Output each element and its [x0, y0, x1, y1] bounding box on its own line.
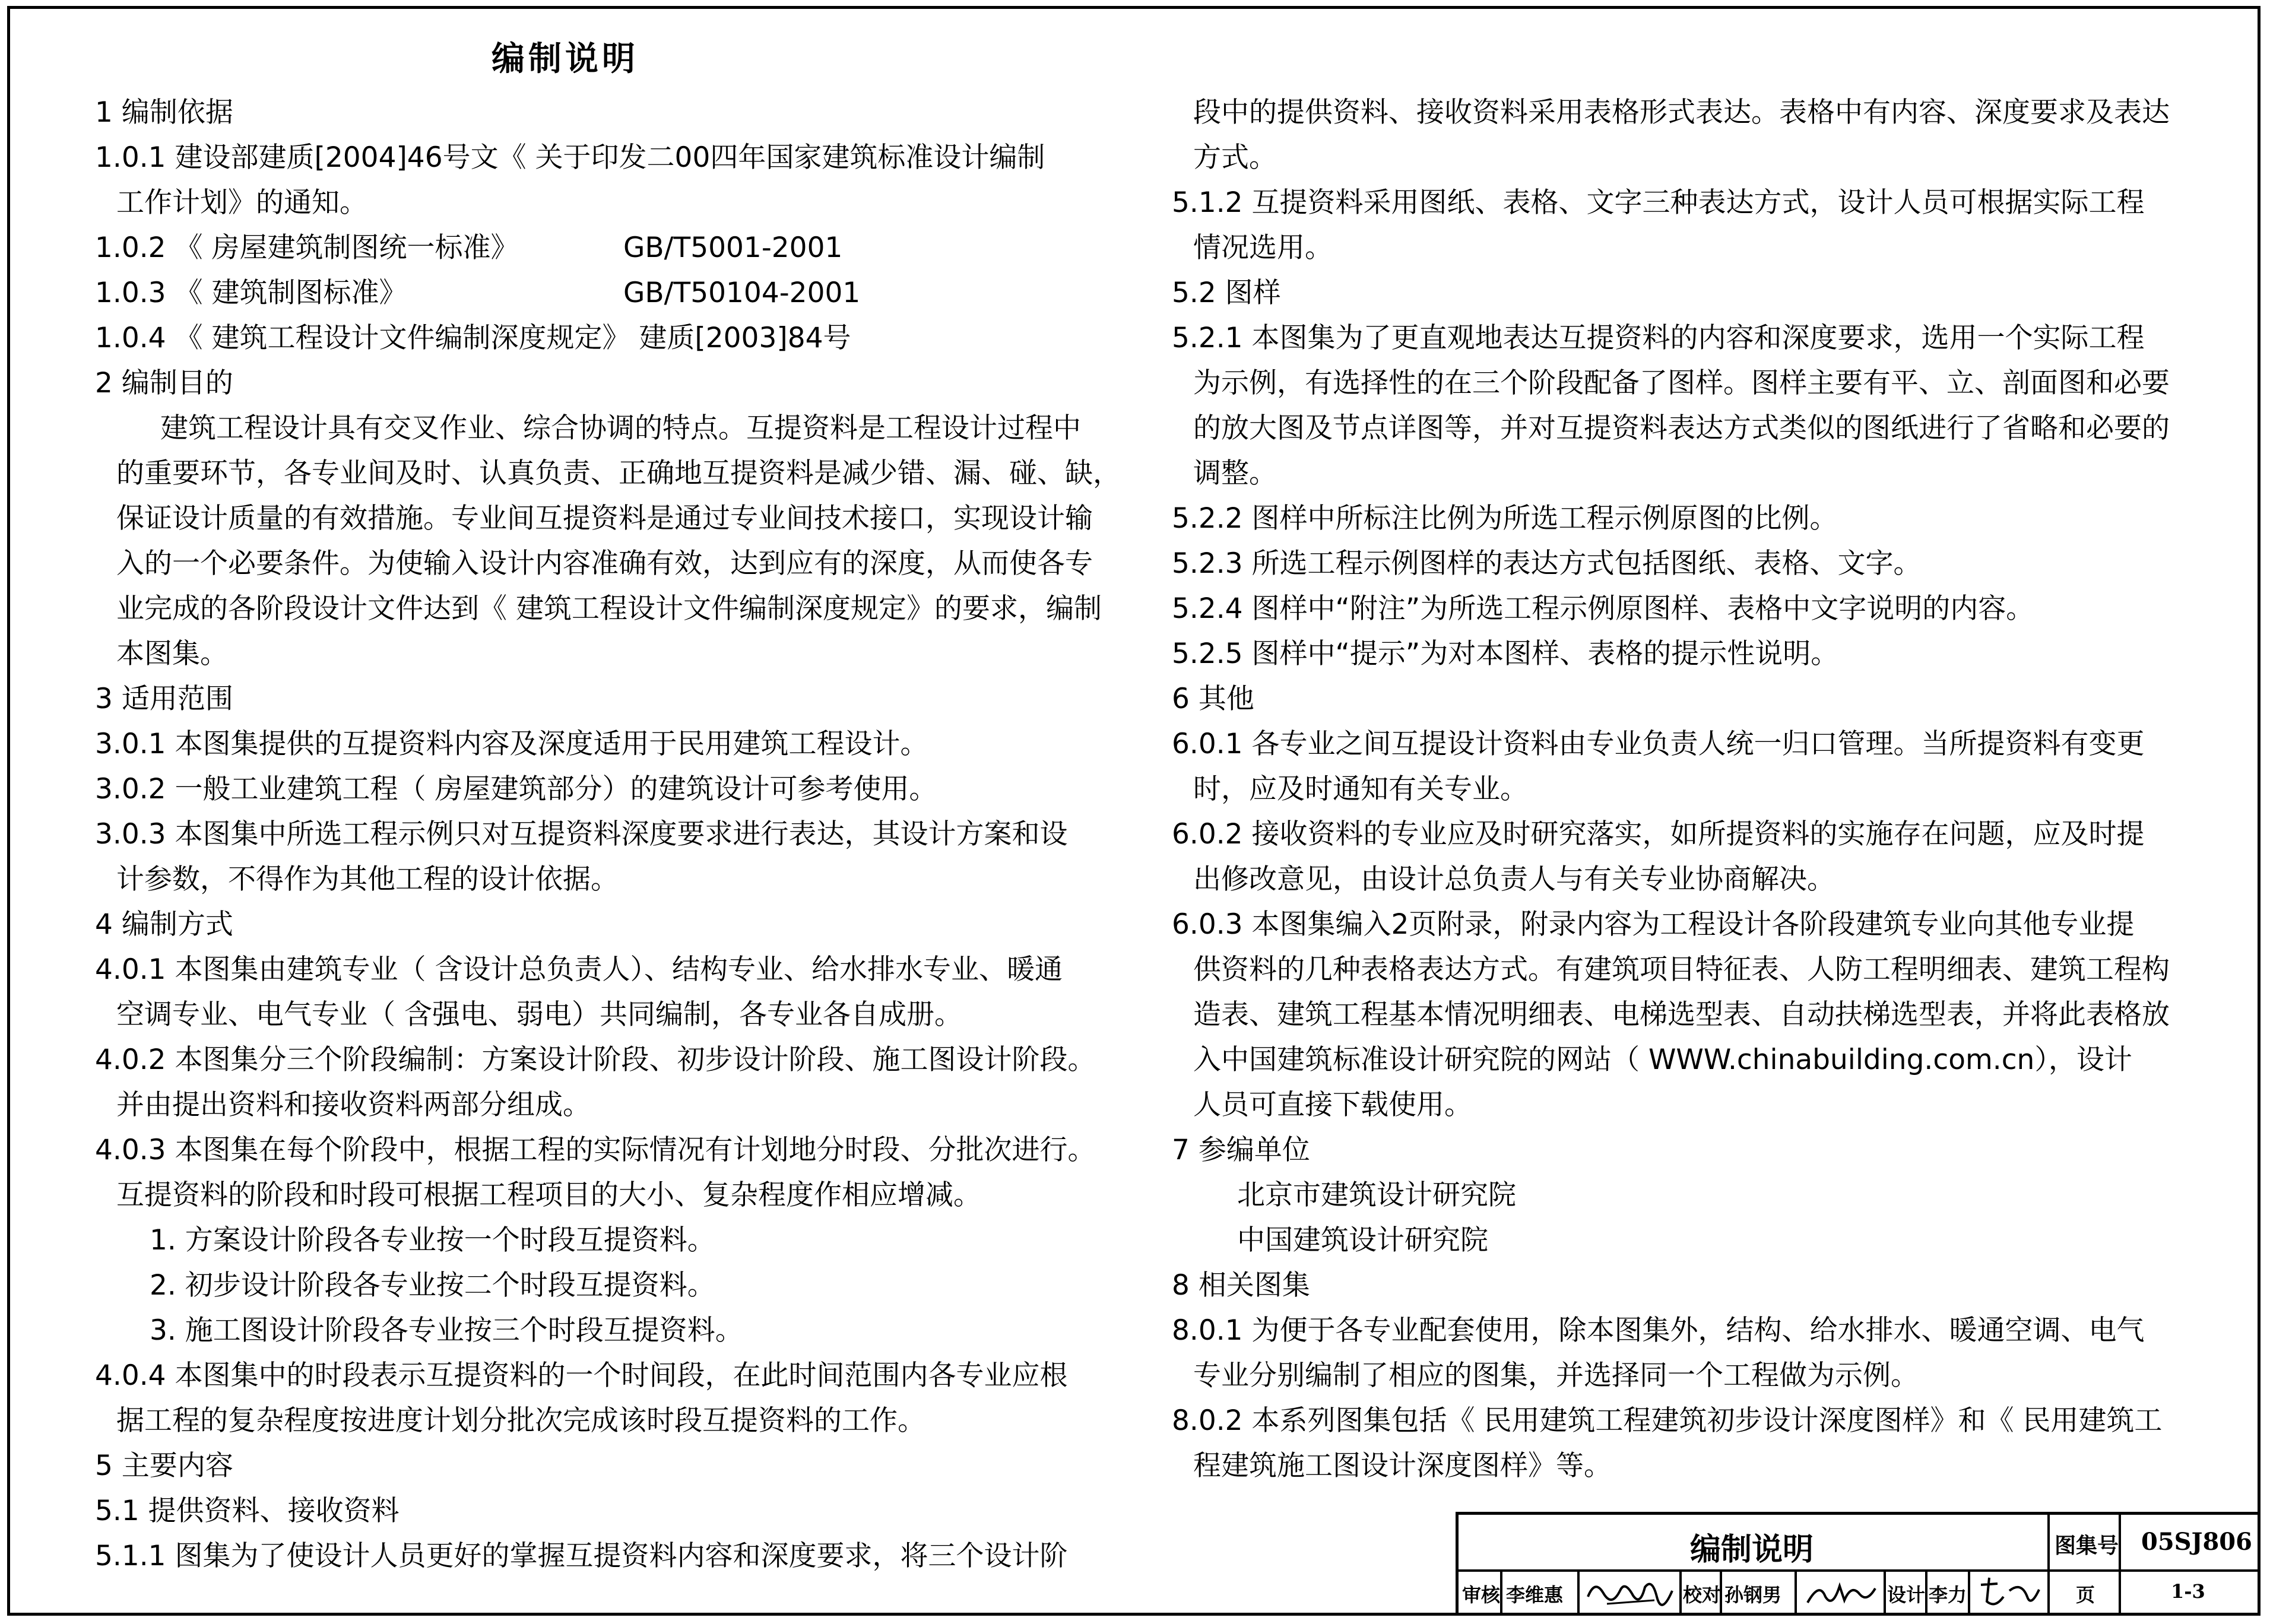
text-line-content: 3 适用范围	[95, 683, 233, 715]
title-block-divider	[2047, 1569, 2050, 1616]
text-line	[95, 226, 1116, 271]
text-line-content: 计参数，不得作为其他工程的设计依据。	[116, 863, 619, 896]
atlas-number: 05SJ806	[2141, 1528, 2252, 1556]
designer-signature	[1974, 1573, 2045, 1612]
text-line-content: 5.1 提供资料、接收资料	[95, 1495, 400, 1527]
text-line	[1172, 722, 2181, 767]
text-line	[95, 1353, 1116, 1398]
text-line	[95, 1444, 1116, 1489]
text-line	[95, 135, 1116, 180]
left-column	[95, 90, 1121, 1579]
checker-name: 孙钢男	[1724, 1584, 1782, 1606]
text-line	[1172, 406, 2181, 451]
text-line	[1172, 677, 2181, 722]
text-line	[95, 857, 1116, 902]
text-line-content: 5.2.4 图样中“附注”为所选工程示例原图样、表格中文字说明的内容。	[1172, 592, 2034, 625]
text-line	[1172, 767, 2181, 812]
text-line	[95, 1308, 1116, 1353]
text-line-content: 互提资料的阶段和时段可根据工程项目的大小、复杂程度作相应增减。	[116, 1179, 981, 1211]
text-line-content: 6.0.1 各专业之间互提设计资料由专业负责人统一归口管理。当所提资料有变更	[1172, 728, 2145, 760]
reviewer-signature	[1583, 1573, 1677, 1612]
text-line	[1172, 496, 2181, 541]
text-line-content: 3.0.3 本图集中所选工程示例只对互提资料深度要求进行表达，其设计方案和设	[95, 818, 1068, 851]
text-line-content: 6 其他	[1172, 683, 1254, 715]
text-line	[95, 541, 1116, 586]
text-line-content: 保证设计质量的有效措施。专业间互提资料是通过专业间技术接口，实现设计输	[116, 502, 1093, 535]
text-line-content: 4.0.1 本图集由建筑专业（ 含设计总负责人）、结构专业、给水排水专业、暖通	[95, 953, 1063, 986]
text-line-content: 据工程的复杂程度按进度计划分批次完成该时段互提资料的工作。	[116, 1404, 925, 1437]
text-line-content: 情况选用。	[1193, 231, 1333, 264]
text-line-content: 工作计划》的通知。	[116, 186, 367, 219]
text-line	[1172, 902, 2181, 947]
text-line-content: 5.2.5 图样中“提示”为对本图样、表格的提示性说明。	[1172, 637, 1839, 670]
text-line	[95, 1263, 1116, 1308]
text-line	[1172, 812, 2181, 857]
reviewer-name: 李维惠	[1506, 1584, 1564, 1606]
text-line-content: 建筑工程设计具有交叉作业、综合协调的特点。互提资料是工程设计过程中	[160, 412, 1081, 445]
title-block-divider	[1884, 1569, 1886, 1616]
text-line	[1172, 316, 2181, 361]
text-line-content: 供资料的几种表格表达方式。有建筑项目特征表、人防工程明细表、建筑工程构	[1193, 953, 2170, 986]
text-line	[95, 1489, 1116, 1534]
text-line-content: 3.0.2 一般工业建筑工程（ 房屋建筑部分）的建筑设计可参考使用。	[95, 773, 937, 805]
text-line	[1172, 1353, 2181, 1398]
text-line-content: 1.0.2 《 房屋建筑制图统一标准》	[95, 231, 519, 264]
title-block-divider	[1577, 1569, 1580, 1616]
text-line	[1172, 992, 2181, 1038]
text-line	[1172, 135, 2181, 180]
text-line	[1172, 1308, 2181, 1353]
text-line-content: 为示例，有选择性的在三个阶段配备了图样。图样主要有平、立、剖面图和必要	[1193, 367, 2170, 399]
text-line-content: 8.0.1 为便于各专业配套使用，除本图集外，结构、给水排水、暖通空调、电气	[1172, 1314, 2145, 1347]
text-line-content: 5.2.2 图样中所标注比例为所选工程示例原图的比例。	[1172, 502, 1838, 535]
sheet-title: 编制说明	[1690, 1532, 1814, 1568]
text-line	[95, 1534, 1116, 1579]
text-line-content: 时，应及时通知有关专业。	[1193, 773, 1528, 805]
title-block-divider	[1925, 1569, 1927, 1616]
text-line-content: 段中的提供资料、接收资料采用表格形式表达。表格中有内容、深度要求及表达	[1193, 96, 2170, 129]
text-line	[1172, 632, 2181, 677]
text-line	[95, 496, 1116, 541]
text-line	[95, 316, 1116, 361]
check-label: 校对	[1683, 1584, 1721, 1606]
atlas-number-label: 图集号	[2055, 1533, 2119, 1558]
text-line	[1172, 1083, 2181, 1128]
text-line-content: 4.0.4 本图集中的时段表示互提资料的一个时间段，在此时间范围内各专业应根	[95, 1359, 1068, 1392]
text-line	[1172, 180, 2181, 226]
text-line-content: 专业分别编制了相应的图集，并选择同一个工程做为示例。	[1193, 1359, 1919, 1392]
text-line-content: 方式。	[1193, 141, 1277, 174]
text-line-content: 程建筑施工图设计深度图样》等。	[1193, 1449, 1612, 1482]
text-line-content: 4 编制方式	[95, 908, 233, 941]
text-line-content: 的放大图及节点详图等，并对互提资料表达方式类似的图纸进行了省略和必要的	[1193, 412, 2170, 445]
text-line-content: 7 参编单位	[1172, 1134, 1310, 1166]
text-line-content: 的重要环节，各专业间及时、认真负责、正确地互提资料是减少错、漏、碰、缺，	[116, 457, 1121, 490]
text-line-content: 4.0.3 本图集在每个阶段中，根据工程的实际情况有计划地分时段、分批次进行。	[95, 1134, 1096, 1166]
text-line-content: 本图集。	[116, 637, 228, 670]
text-line	[1172, 90, 2181, 135]
text-line	[95, 677, 1116, 722]
text-line-content: 8 相关图集	[1172, 1269, 1310, 1302]
designer-name: 李力	[1929, 1584, 1967, 1606]
text-line	[95, 451, 1121, 496]
text-line-content: 空调专业、电气专业（ 含强电、弱电）共同编制，各专业各自成册。	[116, 998, 962, 1031]
design-label: 设计	[1887, 1584, 1926, 1606]
text-line	[95, 90, 1116, 135]
text-line	[95, 361, 1116, 406]
text-line-content: 5.1.2 互提资料采用图纸、表格、文字三种表达方式，设计人员可根据实际工程	[1172, 186, 2145, 219]
checker-signature	[1802, 1573, 1881, 1612]
text-line-content: 入的一个必要条件。为使输入设计内容准确有效，达到应有的深度，从而使各专	[116, 547, 1093, 580]
text-line	[95, 722, 1116, 767]
text-line	[95, 1398, 1116, 1444]
text-line	[1172, 451, 2181, 496]
text-line	[95, 1038, 1116, 1083]
text-line	[95, 180, 1116, 226]
text-line	[1172, 541, 2181, 586]
page-label: 页	[2076, 1584, 2095, 1606]
text-line	[1172, 1218, 2181, 1263]
text-line	[95, 992, 1116, 1038]
text-line-content: 业完成的各阶段设计文件达到《 建筑工程设计文件编制深度规定》的要求，编制	[116, 592, 1102, 625]
text-line	[95, 1173, 1116, 1218]
text-line	[95, 271, 1116, 316]
text-line	[95, 586, 1116, 632]
title-block-divider	[1968, 1569, 1970, 1616]
title-block-divider	[2047, 1515, 2050, 1569]
text-line	[1172, 1263, 2181, 1308]
text-line	[95, 812, 1116, 857]
text-line-content: 1.0.4 《 建筑工程设计文件编制深度规定》 建质[2003]84号	[95, 322, 851, 354]
text-line	[1172, 586, 2181, 632]
text-line	[1172, 361, 2181, 406]
text-line	[1172, 1444, 2181, 1489]
text-line	[95, 1083, 1116, 1128]
text-line-content: 6.0.3 本图集编入2页附录，附录内容为工程设计各阶段建筑专业向其他专业提	[1172, 908, 2135, 941]
text-line	[95, 632, 1116, 677]
text-line-content: 2. 初步设计阶段各专业按二个时段互提资料。	[150, 1269, 715, 1302]
text-line	[95, 947, 1116, 992]
text-line	[1172, 1128, 2181, 1173]
text-line-content: 5 主要内容	[95, 1449, 233, 1482]
text-line-content: 1.0.3 《 建筑制图标准》	[95, 277, 407, 309]
review-label: 审核	[1462, 1584, 1501, 1606]
title-block-divider	[2119, 1515, 2121, 1616]
text-line	[1172, 1038, 2181, 1083]
text-line-content: 入中国建筑标准设计研究院的网站（ WWW.chinabuilding.com.cn），设计	[1193, 1043, 2132, 1076]
text-line	[95, 767, 1116, 812]
right-column	[1172, 90, 2181, 1489]
title-block	[1456, 1512, 2261, 1616]
standard-code: GB/T5001-2001	[623, 231, 843, 264]
text-line-content: 人员可直接下载使用。	[1193, 1089, 1472, 1121]
text-line-content: 6.0.2 接收资料的专业应及时研究落实，如所提资料的实施存在问题，应及时提	[1172, 818, 2145, 851]
text-line	[1172, 1398, 2181, 1444]
text-line-content: 5.1.1 图集为了使设计人员更好的掌握互提资料内容和深度要求，将三个设计阶	[95, 1540, 1068, 1572]
text-line-content: 3. 施工图设计阶段各专业按三个时段互提资料。	[150, 1314, 743, 1347]
text-line	[95, 902, 1116, 947]
text-line-content: 2 编制目的	[95, 367, 233, 399]
text-line-content: 中国建筑设计研究院	[1237, 1224, 1488, 1257]
text-line-content: 并由提出资料和接收资料两部分组成。	[116, 1089, 591, 1121]
text-line	[1172, 271, 2181, 316]
text-line-content: 造表、建筑工程基本情况明细表、电梯选型表、自动扶梯选型表，并将此表格放	[1193, 998, 2170, 1031]
page-number: 1-3	[2171, 1580, 2205, 1603]
text-line-content: 3.0.1 本图集提供的互提资料内容及深度适用于民用建筑工程设计。	[95, 728, 928, 760]
text-line	[95, 406, 1116, 451]
text-line	[1172, 857, 2181, 902]
text-line-content: 1 编制依据	[95, 96, 233, 129]
text-line-content: 5.2 图样	[1172, 277, 1281, 309]
text-line-content: 8.0.2 本系列图集包括《 民用建筑工程建筑初步设计深度图样》和《 民用建筑工	[1172, 1404, 2163, 1437]
text-line-content: 调整。	[1193, 457, 1277, 490]
text-line-content: 北京市建筑设计研究院	[1237, 1179, 1516, 1211]
text-line-content: 4.0.2 本图集分三个阶段编制：方案设计阶段、初步设计阶段、施工图设计阶段。	[95, 1043, 1096, 1076]
title-block-divider	[1795, 1569, 1797, 1616]
page-title: 编制说明	[492, 40, 639, 78]
text-line-content: 5.2.3 所选工程示例图样的表达方式包括图纸、表格、文字。	[1172, 547, 1922, 580]
text-line-content: 1.0.1 建设部建质[2004]46号文《 关于印发二00四年国家建筑标准设计编制	[95, 141, 1045, 174]
text-line-content: 出修改意见，由设计总负责人与有关专业协商解决。	[1193, 863, 1835, 896]
text-line	[1172, 1173, 2181, 1218]
text-line	[1172, 947, 2181, 992]
text-line-content: 5.2.1 本图集为了更直观地表达互提资料的内容和深度要求，选用一个实际工程	[1172, 322, 2145, 354]
text-line	[95, 1218, 1116, 1263]
title-block-divider	[1500, 1569, 1502, 1616]
text-line	[1172, 226, 2181, 271]
title-block-divider	[1679, 1569, 1682, 1616]
text-line-content: 1. 方案设计阶段各专业按一个时段互提资料。	[150, 1224, 715, 1257]
text-line	[95, 1128, 1116, 1173]
standard-code: GB/T50104-2001	[623, 277, 861, 309]
